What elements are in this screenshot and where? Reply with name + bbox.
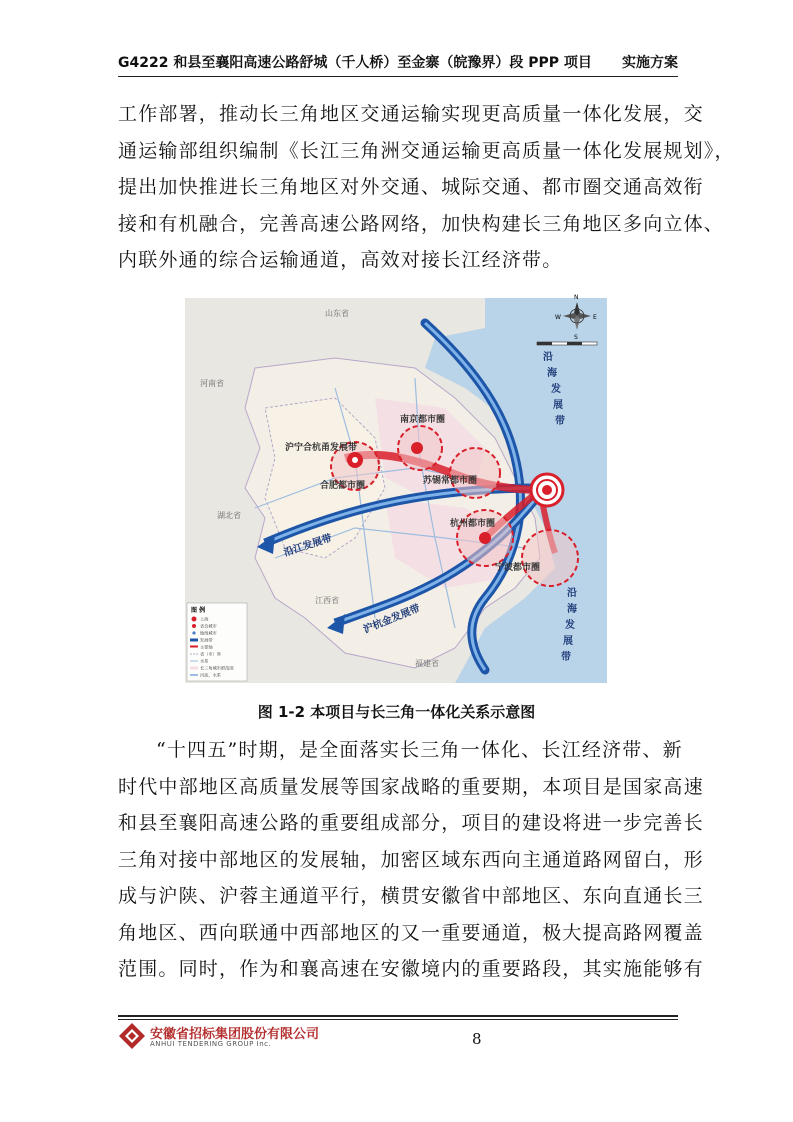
- paragraph-line: 范围。同时，作为和襄高速在安徽境内的重要路段，其实施能够有: [118, 958, 704, 980]
- paragraph-line: 通运输部组织编制《长江三角洲交通运输更高质量一体化发展规划》，: [118, 139, 735, 162]
- province-label: 江西省: [315, 596, 339, 605]
- compass-e: E: [593, 314, 597, 321]
- company-logo: [118, 1022, 328, 1052]
- belt-label: 展: [553, 400, 563, 411]
- map-svg: [185, 294, 607, 683]
- page-header: [118, 52, 678, 76]
- header-section-label: 实施方案: [622, 55, 678, 71]
- belt-label: 海: [567, 604, 577, 615]
- metro-label: 沪宁合杭甬发展带: [285, 443, 358, 453]
- paragraph-line: 内联外通的综合运输通道，高效对接长江经济带。: [118, 249, 563, 271]
- ningbo-metro-circle: [522, 530, 578, 586]
- suxichang-metro-circle: [450, 448, 500, 498]
- header-title: G4222 和县至襄阳高速公路舒城（千人桥）至金寨（皖豫界）段 PPP 项目: [118, 55, 592, 71]
- belt-label: 沿: [543, 352, 553, 363]
- legend-item: 省会城市: [200, 623, 217, 629]
- belt-label: 发: [565, 620, 575, 631]
- metro-label: 杭州都市圈: [450, 519, 496, 529]
- paragraph-line: 提出加快推进长三角地区对外交通、城际交通、都市圈交通高效衔: [118, 176, 704, 198]
- company-name-en: ANHUI TENDERING GROUP Inc.: [150, 1040, 272, 1048]
- header-rule: [118, 76, 678, 77]
- metro-label: 南京都市圈: [400, 415, 446, 425]
- company-name: 安徽省招标集团股份有限公司: [150, 1027, 320, 1042]
- paragraph-line: 成与沪陕、沪蓉主通道平行，横贯安徽省中部地区、东向直通长三: [118, 885, 704, 907]
- paragraph-line: 和县至襄阳高速公路的重要组成部分，项目的建设将进一步完善长: [118, 812, 704, 834]
- legend-item: 主要轴: [200, 644, 213, 650]
- paragraph-1: [118, 96, 735, 279]
- belt-label: 沪杭金发展带: [362, 603, 422, 636]
- legend-item: 地级城市: [200, 630, 217, 636]
- legend-item: 长三角城市群范围: [200, 665, 234, 671]
- compass-icon: [555, 294, 597, 341]
- paragraph-line: 三角对接中部地区的发展轴，加密区域东西向主通道路网留白，形: [118, 848, 704, 871]
- page-number: 8: [472, 1030, 482, 1048]
- legend-title: 图 例: [191, 607, 206, 614]
- belt-label: 发: [551, 384, 561, 395]
- compass-s: S: [574, 334, 578, 341]
- paragraph-line: 时代中部地区高质量发展等国家战略的重要期，本项目是国家高速: [118, 775, 704, 798]
- belt-label: 带: [555, 416, 565, 427]
- legend-item: 水系: [200, 658, 209, 664]
- province-label: 山东省: [325, 309, 349, 318]
- belt-label: 带: [561, 652, 571, 663]
- province-label: 湖北省: [217, 511, 241, 520]
- yangtze-delta-map-figure: [185, 294, 607, 683]
- paragraph-2: [118, 732, 704, 988]
- footer-rule: [118, 1015, 678, 1017]
- compass-w: W: [555, 314, 561, 321]
- scale-bar: [537, 342, 597, 345]
- company-logo-icon: [118, 1022, 146, 1050]
- legend-item: 发展带: [200, 637, 213, 643]
- province-label: 福建省: [415, 659, 439, 668]
- belt-label: 沿: [567, 588, 577, 599]
- paragraph-line: 接和有机融合，完善高速公路网络，加快构建长三角地区多向立体、: [118, 212, 725, 235]
- metro-label: 合肥都市圈: [320, 481, 366, 491]
- paragraph-line: 角地区、西向联通中西部地区的又一重要通道，极大提高路网覆盖: [118, 921, 704, 944]
- belt-label: 展: [563, 636, 573, 647]
- belt-label: 海: [547, 368, 557, 379]
- belt-label: 沿江发展带: [282, 532, 334, 559]
- footer-rule-thin: [118, 1019, 678, 1020]
- map-legend: [187, 603, 247, 681]
- metro-label: 苏锡常都市圈: [423, 476, 478, 486]
- paragraph-line: “十四五”时期，是全面落实长三角一体化、长江经济带、新: [156, 739, 683, 761]
- figure-caption: 图 1-2 本项目与长三角一体化关系示意图: [257, 703, 536, 721]
- legend-item: 省（市）界: [200, 651, 221, 657]
- metro-label: 宁波都市圈: [495, 563, 541, 573]
- legend-item: 上海: [200, 616, 209, 622]
- province-label: 河南省: [200, 379, 224, 388]
- compass-n: N: [574, 294, 579, 301]
- legend-item: 河流、水系: [200, 672, 221, 678]
- paragraph-line: 工作部署，推动长三角地区交通运输实现更高质量一体化发展，交: [118, 103, 704, 125]
